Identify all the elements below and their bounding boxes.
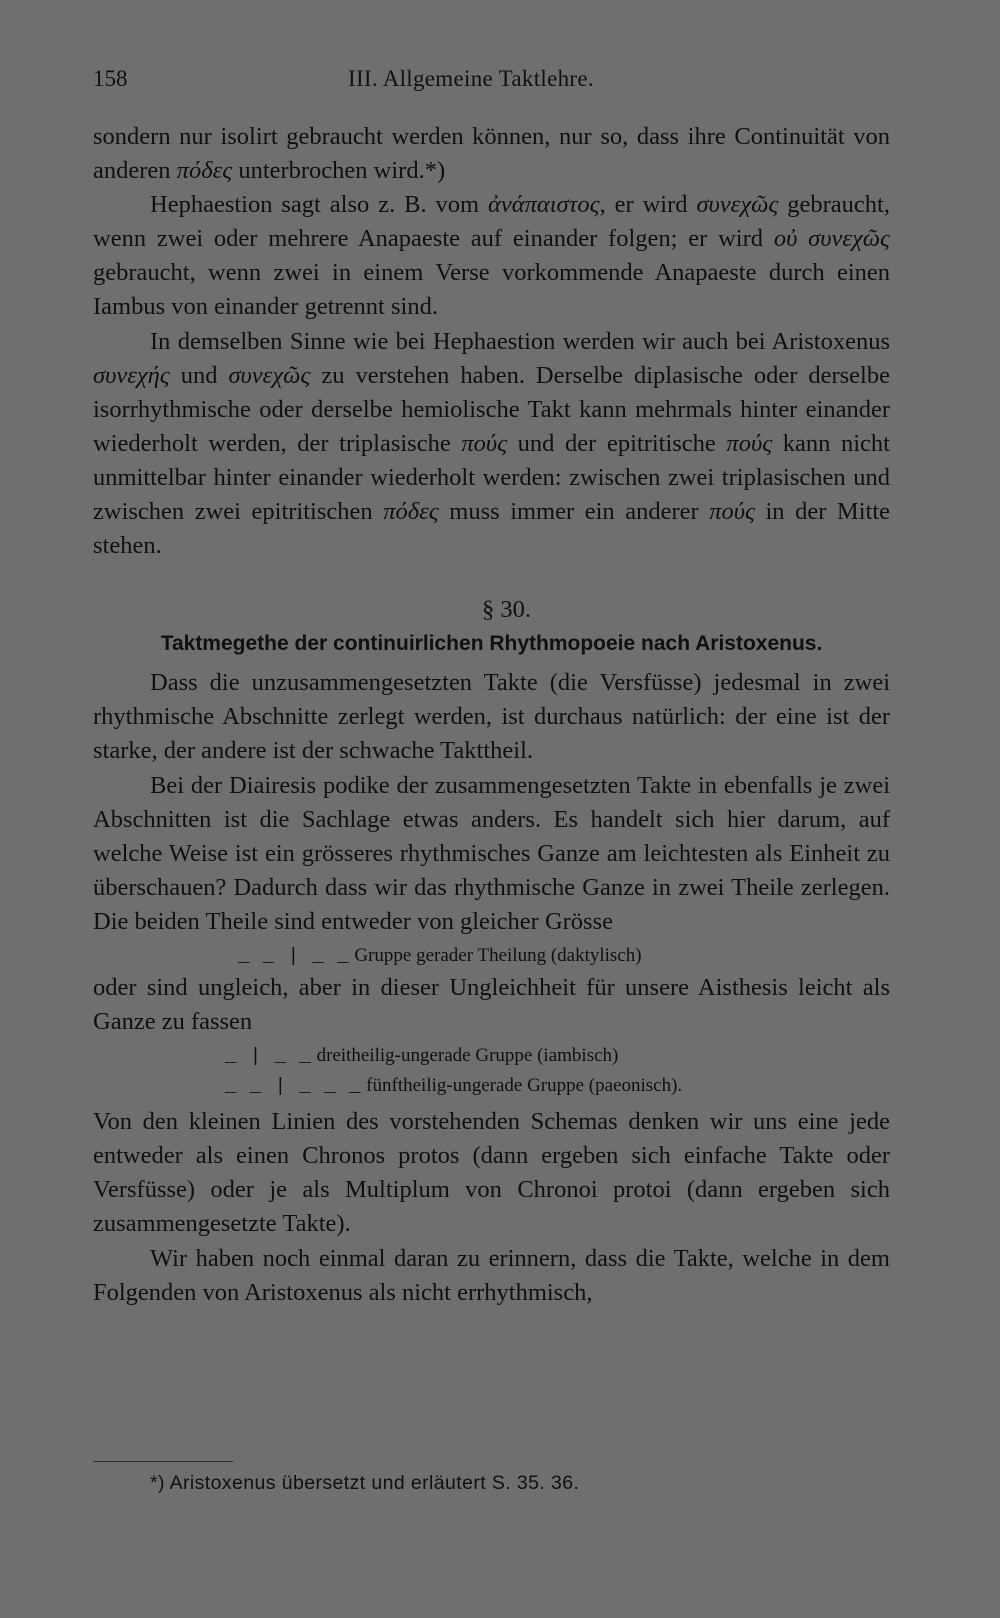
text-run: muss immer ein anderer xyxy=(438,498,710,526)
paragraph-1 xyxy=(93,120,890,188)
text-run: sondern nur isolirt gebraucht werden können, nur so, dass ihre Continuität von anderen xyxy=(93,123,890,185)
paragraph-7: Von den kleinen Linien des vorstehenden Schemas denken wir uns eine jede entweder als einen Chronos protos (dann ergeben sich einfache Takte oder Versfüsse) oder je als Multiplum von Chronoi protoi (dann ergeben sich zusammengesetzte Takte). xyxy=(93,1108,890,1238)
greek-term: ἀνάπαιστος xyxy=(488,191,600,219)
footnote-rule xyxy=(93,1461,233,1462)
section-heading: Taktmegethe der continuirlichen Rhythmopoeie nach Aristoxenus. xyxy=(160,632,823,656)
paragraph-6: oder sind ungleich, aber in dieser Ungleichheit für unsere Aisthesis leicht als Ganze zu fassen xyxy=(93,973,890,1036)
page-number: 158 xyxy=(93,66,128,91)
text-run: in der Mitte stehen. xyxy=(93,498,891,560)
schema-label: Gruppe gerader Theilung (daktylisch) xyxy=(354,944,642,966)
greek-term: πούς xyxy=(709,498,755,526)
schema-marks: _ _ | _ _ xyxy=(238,944,350,967)
greek-term: συνεχής xyxy=(93,361,170,389)
text-run: kann nicht unmittelbar hinter einander wiederholt werden: zwischen zwei triplasischen und zwischen zwei epitritischen xyxy=(93,429,890,526)
body-text xyxy=(93,120,890,1310)
text-run: unterbrochen wird.*) xyxy=(232,157,446,185)
schema-label: fünftheilig-ungerade Gruppe (paeonisch). xyxy=(366,1075,683,1097)
greek-term: οὐ συνεχῶς xyxy=(773,225,890,253)
text-run: gebraucht, wenn zwei in einem Verse vorkommende Anapaeste durch einen Iambus von einander getrennt sind. xyxy=(93,259,890,321)
schema-even-group xyxy=(93,941,890,971)
schema-marks: _ | _ _ xyxy=(225,1045,312,1068)
text-run: , er wird xyxy=(599,191,697,219)
page-header xyxy=(93,66,893,106)
schema-label: dreitheilig-ungerade Gruppe (iambisch) xyxy=(316,1045,619,1067)
section-number: § 30. xyxy=(482,596,531,624)
running-title: III. Allgemeine Taktlehre. xyxy=(348,66,594,91)
text-run: und der epitritische xyxy=(507,429,727,457)
greek-term: πούς xyxy=(726,429,773,457)
footnote: *) Aristoxenus übersetzt und erläutert S. 35. 36. xyxy=(150,1472,580,1494)
schema-five-group xyxy=(93,1071,890,1101)
greek-term: συνεχῶς xyxy=(696,191,779,219)
text-run: Hephaestion sagt also z. B. vom xyxy=(150,191,489,219)
greek-term: πούς xyxy=(461,429,508,457)
paragraph-4: Dass die unzusammengesetzten Takte (die Versfüsse) jedesmal in zwei rhythmische Abschnitte zerlegt werden, ist durchaus natürlich: der eine ist der starke, der andere ist der schwache Takttheil. xyxy=(93,669,890,765)
text-run: zu verstehen haben. Derselbe diplasische oder derselbe isorrhythmische oder derselbe hemiolische Takt kann mehrmals hinter einander wiederholt werden, der triplasische xyxy=(93,361,890,457)
paragraph-8: Wir haben noch einmal daran zu erinnern, dass die Takte, welche in dem Folgenden von Aristoxenus als nicht errhythmisch, xyxy=(93,1244,890,1306)
text-run: In demselben Sinne wie bei Hephaestion werden wir auch bei Aristoxenus xyxy=(150,327,890,355)
schema-marks: _ _ | _ _ _ xyxy=(225,1075,362,1098)
greek-term: πόδες xyxy=(383,498,439,526)
greek-term: συνεχῶς xyxy=(228,361,311,389)
greek-term: πόδες xyxy=(176,157,233,185)
paragraph-5: Bei der Diairesis podike der zusammengesetzten Takte in ebenfalls je zwei Abschnitten ist die Sachlage etwas anders. Es handelt sich hier darum, auf welche Weise ist ein grösseres rhythmisches Ganze am leichtesten als Einheit zu überschauen? Dadurch dass wir das rhythmische Ganze in zwei Theile zerlegen. Die beiden Theile sind entweder von gleicher Grösse xyxy=(93,771,890,935)
schema-three-group xyxy=(93,1041,890,1071)
text-run: und xyxy=(169,361,229,389)
paragraph-3 xyxy=(93,325,890,564)
text-run: gebraucht, wenn zwei oder mehrere Anapaeste auf einander folgen; er wird xyxy=(93,191,890,253)
paragraph-2 xyxy=(93,188,890,324)
